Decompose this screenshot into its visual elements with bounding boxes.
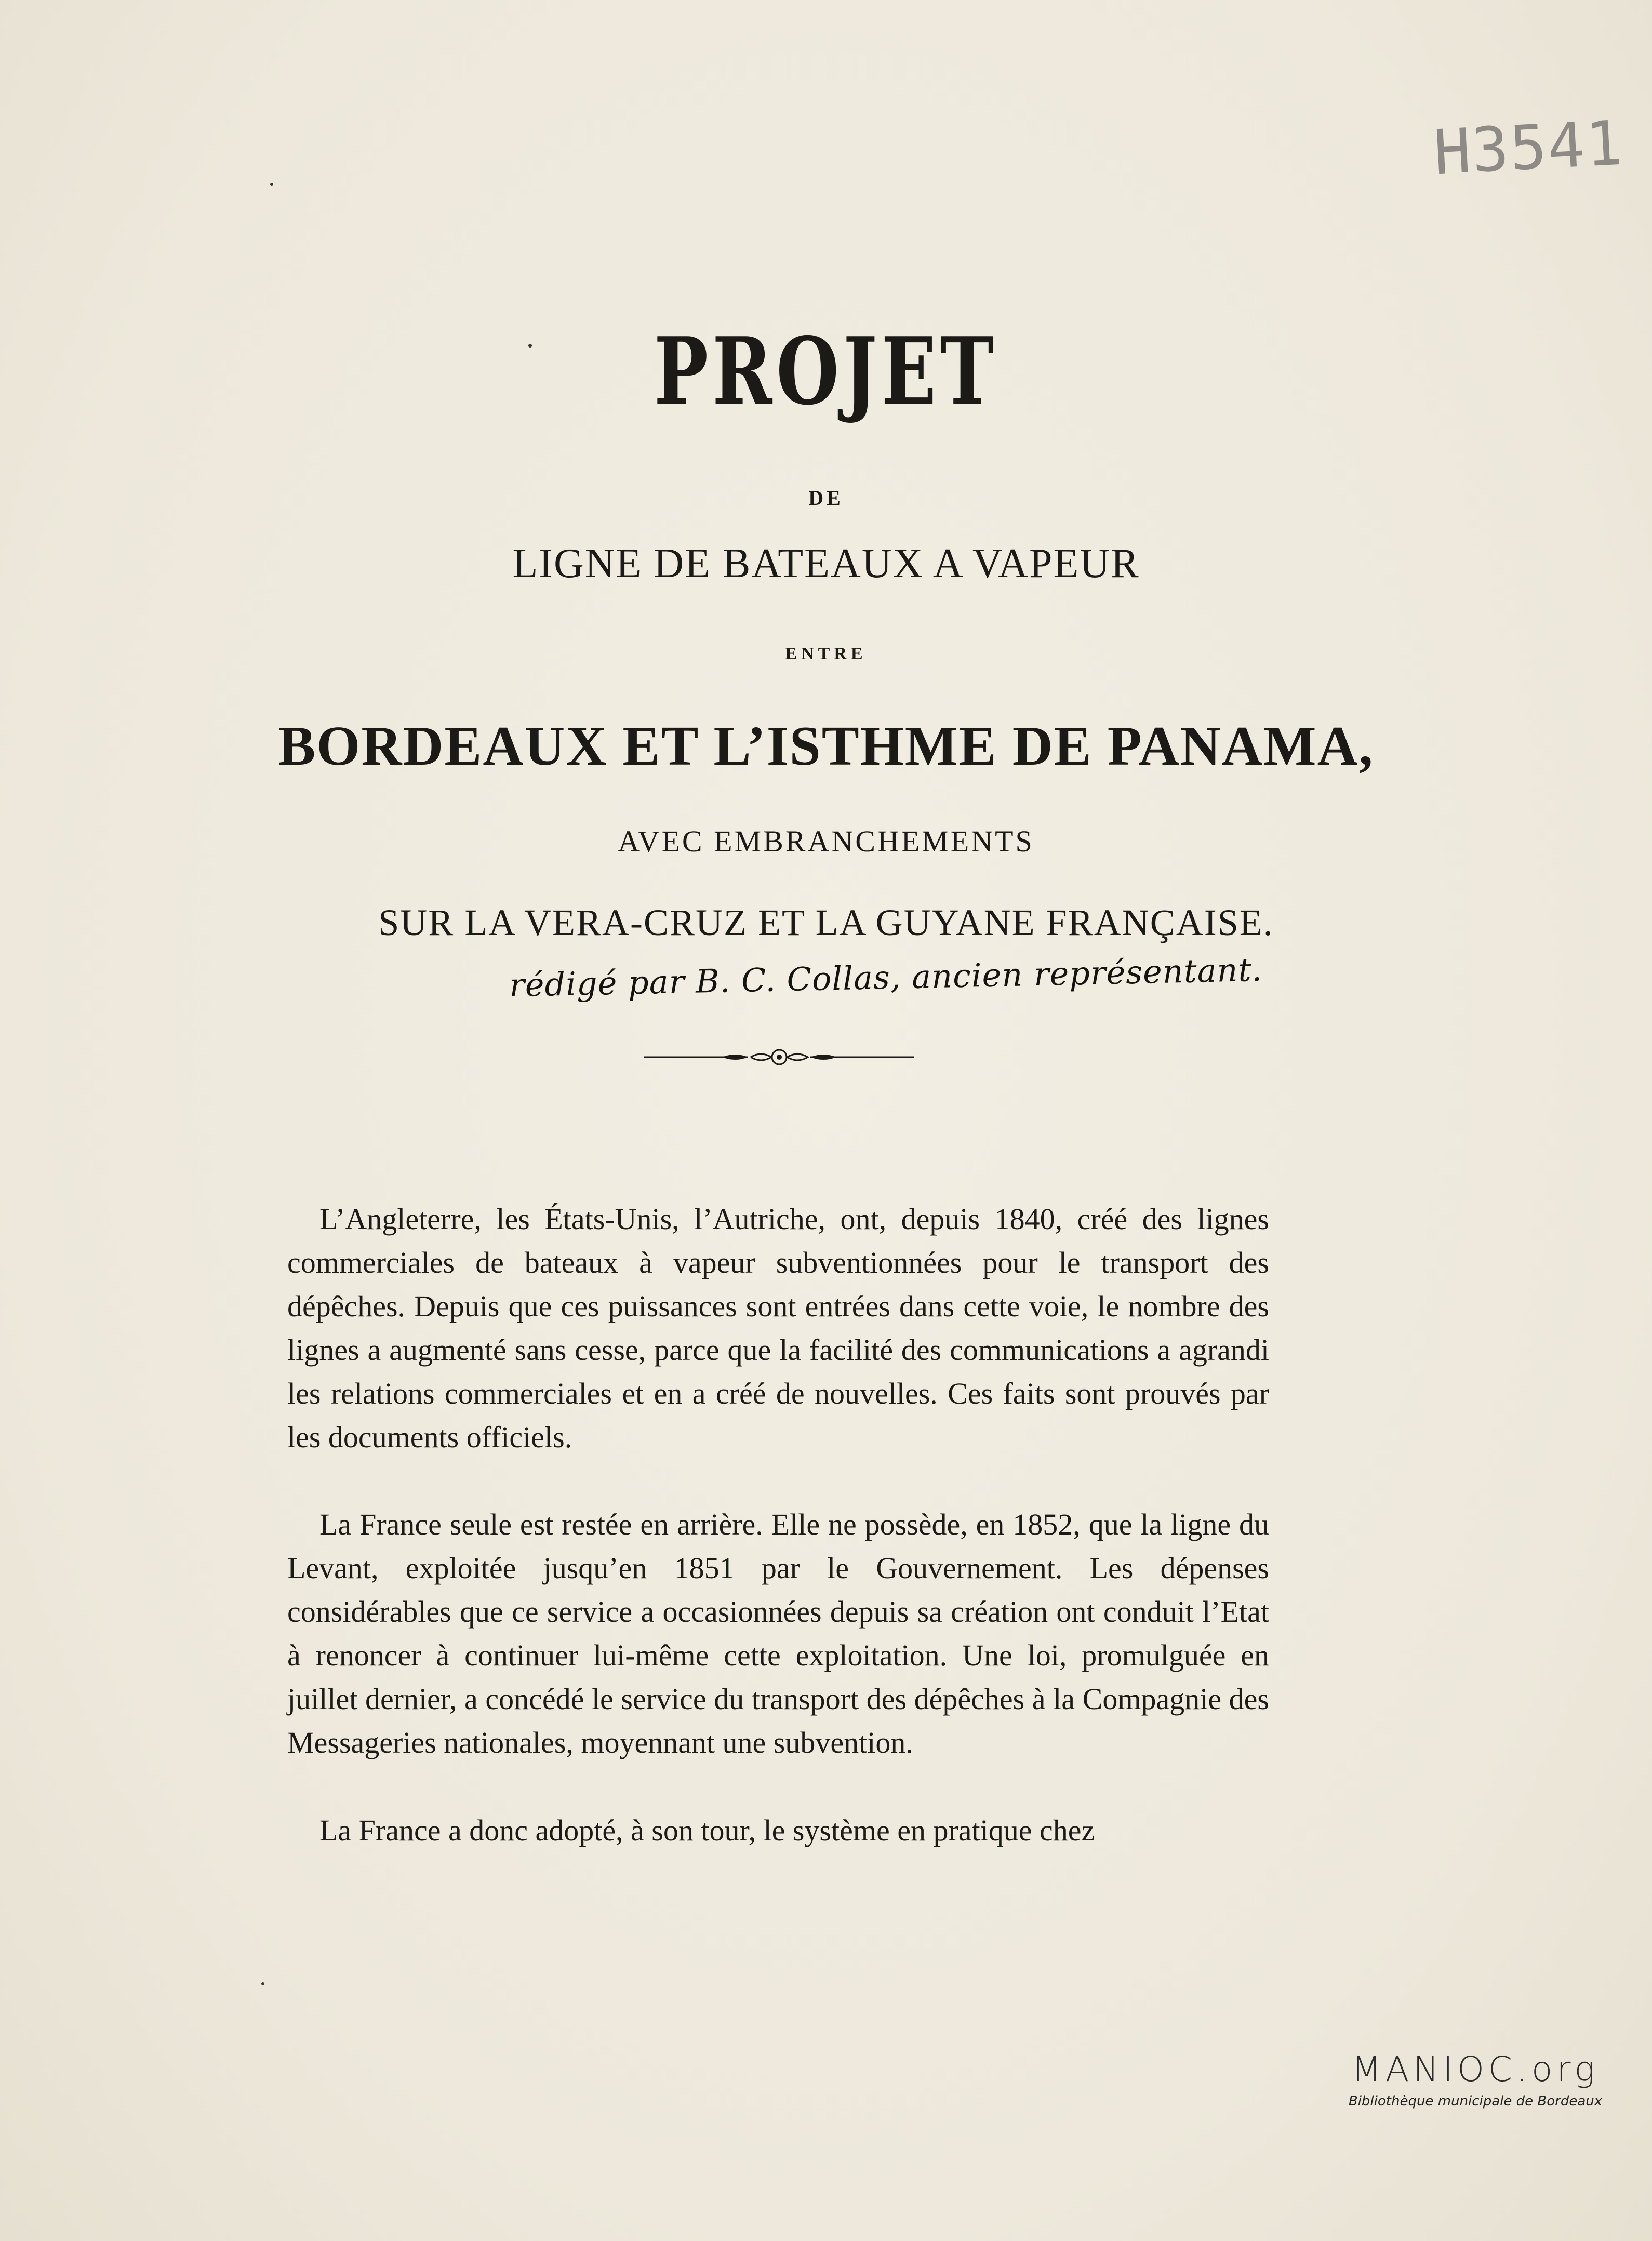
handwritten-annotation: rédigé par B. C. Collas, ancien représentant.	[509, 950, 1263, 1005]
heading-line-2: BORDEAUX ET L’ISTHME DE PANAMA,	[278, 715, 1374, 777]
shelfmark-pencil-note: H3541	[1432, 106, 1626, 189]
body-paragraph-3	[287, 1809, 1269, 1852]
heading-line-3: AVEC EMBRANCHEMENTS	[618, 824, 1034, 858]
watermark-logo: MANIOC.org	[1352, 2049, 1599, 2089]
heading-line-1: LIGNE DE BATEAUX A VAPEUR	[512, 541, 1140, 586]
body-paragraph-2	[287, 1503, 1269, 1765]
ink-speck	[261, 1982, 264, 1985]
document-title: PROJET	[654, 317, 998, 425]
heading-de: DE	[808, 486, 844, 510]
paragraph-text: La France seule est restée en arrière. Elle ne possède, en 1852, que la ligne du Levant, exploitée jusqu’en 1851 par le Gouvernement. Les dépenses considérables que ce service a occasionnées depuis sa création ont conduit l’Etat à renoncer à continuer lui-même cette exploitation. Une loi, promulguée en juillet dernier, a concédé le service du transport des dépêches à la Compagnie des Messageries nationales, moyennant une subvention.	[287, 1508, 1269, 1759]
manioc-watermark	[1330, 2049, 1621, 2109]
body-paragraph-1	[287, 1197, 1269, 1459]
paragraph-text: L’Angleterre, les États-Unis, l’Autriche, ont, depuis 1840, créé des lignes commerciales de bateaux à vapeur subventionnées pour le transport des dépêches. Depuis que ces puissances sont entrées dans cette voie, le nombre des lignes a augmenté sans cesse, parce que la facilité des communications a agrandi les relations commerciales et en a créé de nouvelles. Ces faits sont prouvés par les documents officiels.	[287, 1202, 1269, 1454]
ornament-divider	[644, 1047, 914, 1068]
heading-entre: ENTRE	[785, 644, 867, 663]
heading-line-4: SUR LA VERA-CRUZ ET LA GUYANE FRANÇAISE.	[378, 902, 1274, 943]
paragraph-text: La France a donc adopté, à son tour, le système en pratique chez	[319, 1813, 1095, 1847]
ink-speck	[270, 183, 273, 186]
watermark-subtitle: Bibliothèque municipale de Bordeaux	[1348, 2093, 1603, 2109]
